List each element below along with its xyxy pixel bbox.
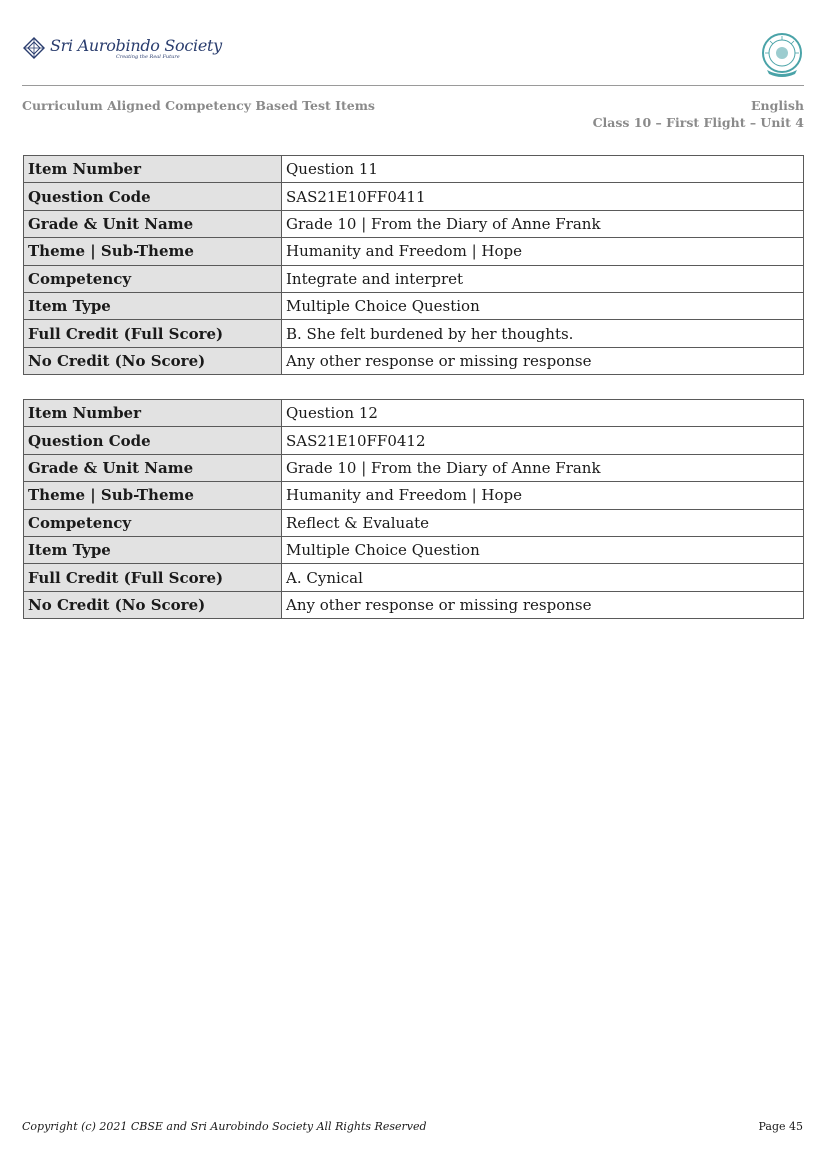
sri-aurobindo-society-logo	[22, 36, 222, 66]
row-label: Full Credit (Full Score)	[24, 564, 282, 591]
table-row	[24, 536, 804, 563]
row-label: Competency	[24, 509, 282, 536]
row-label: Competency	[24, 265, 282, 292]
table-row	[24, 238, 804, 265]
table-row	[24, 292, 804, 319]
row-label: Question Code	[24, 427, 282, 454]
item-table-question-11	[23, 155, 804, 375]
row-label: Grade & Unit Name	[24, 454, 282, 481]
row-label: Theme | Sub-Theme	[24, 482, 282, 509]
row-value: SAS21E10FF0411	[282, 183, 804, 210]
subject-label: English	[751, 98, 804, 113]
row-value: Humanity and Freedom | Hope	[282, 482, 804, 509]
row-value: Grade 10 | From the Diary of Anne Frank	[282, 454, 804, 481]
row-label: Full Credit (Full Score)	[24, 320, 282, 347]
document-title: Curriculum Aligned Competency Based Test Items	[22, 98, 375, 113]
cbse-emblem-icon	[759, 32, 805, 80]
item-table-question-12	[23, 399, 804, 619]
logo-title: Sri Aurobindo Society	[50, 36, 222, 55]
table-row	[24, 482, 804, 509]
row-label: Item Type	[24, 292, 282, 319]
society-emblem-icon	[22, 36, 46, 60]
table-row	[24, 265, 804, 292]
page-number: Page 45	[758, 1120, 803, 1133]
header-divider	[22, 85, 804, 86]
table-row	[24, 454, 804, 481]
row-value: A. Cynical	[282, 564, 804, 591]
table-row	[24, 320, 804, 347]
row-label: Item Number	[24, 156, 282, 183]
row-value: Reflect & Evaluate	[282, 509, 804, 536]
row-value: Humanity and Freedom | Hope	[282, 238, 804, 265]
row-value: Any other response or missing response	[282, 591, 804, 618]
table-row	[24, 183, 804, 210]
row-label: Item Number	[24, 400, 282, 427]
row-label: No Credit (No Score)	[24, 347, 282, 374]
row-value: B. She felt burdened by her thoughts.	[282, 320, 804, 347]
row-label: Question Code	[24, 183, 282, 210]
row-value: Any other response or missing response	[282, 347, 804, 374]
row-label: No Credit (No Score)	[24, 591, 282, 618]
class-unit-label: Class 10 – First Flight – Unit 4	[592, 115, 804, 130]
row-label: Item Type	[24, 536, 282, 563]
table-row	[24, 210, 804, 237]
row-value: Question 11	[282, 156, 804, 183]
row-value: Multiple Choice Question	[282, 536, 804, 563]
row-value: SAS21E10FF0412	[282, 427, 804, 454]
table-row	[24, 564, 804, 591]
row-label: Grade & Unit Name	[24, 210, 282, 237]
row-value: Grade 10 | From the Diary of Anne Frank	[282, 210, 804, 237]
row-value: Multiple Choice Question	[282, 292, 804, 319]
table-row	[24, 509, 804, 536]
table-row	[24, 156, 804, 183]
table-row	[24, 347, 804, 374]
footer-copyright: Copyright (c) 2021 CBSE and Sri Aurobindo Society All Rights Reserved	[22, 1120, 427, 1133]
table-row	[24, 427, 804, 454]
table-row	[24, 400, 804, 427]
logo-tagline: Creating the Real Future	[116, 54, 180, 60]
row-value: Integrate and interpret	[282, 265, 804, 292]
row-value: Question 12	[282, 400, 804, 427]
row-label: Theme | Sub-Theme	[24, 238, 282, 265]
table-row	[24, 591, 804, 618]
